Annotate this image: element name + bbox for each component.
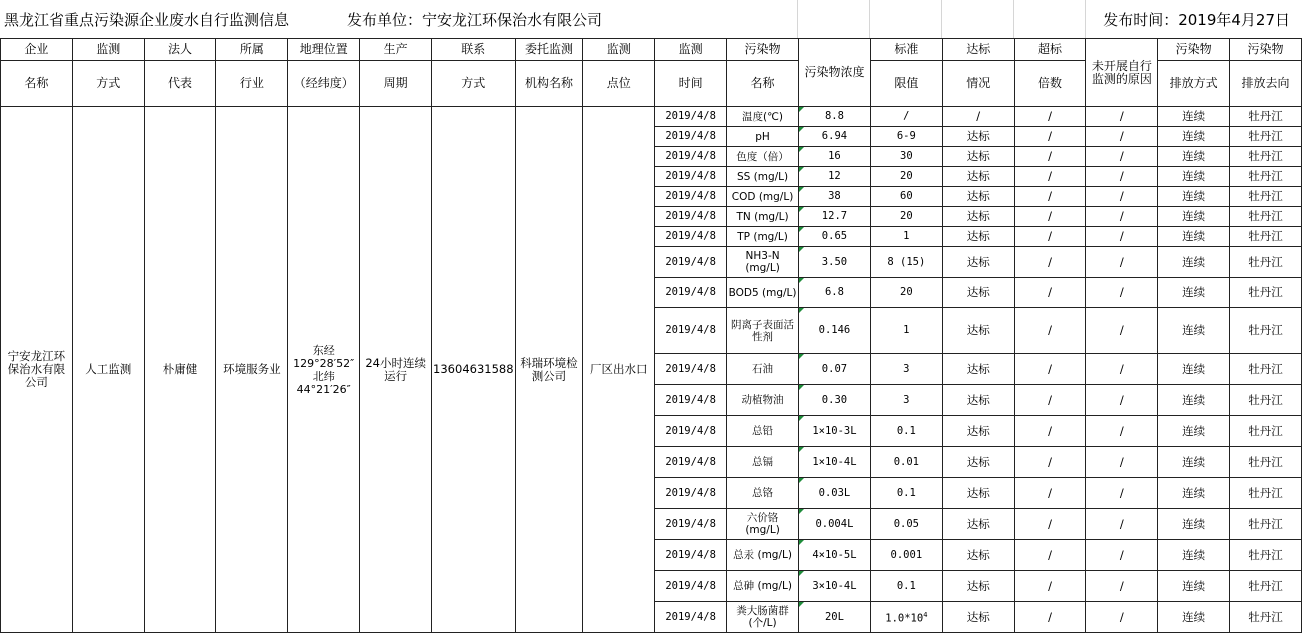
compliance-status: 达标 (942, 540, 1014, 571)
geo-location (288, 107, 360, 633)
pollutant-concentration: 20L (799, 602, 871, 633)
discharge-destination: 牡丹江 (1230, 127, 1302, 147)
header-cell: 情况 (942, 61, 1014, 107)
exceed-times: / (1014, 167, 1086, 187)
header-cell: 达标 (942, 39, 1014, 61)
compliance-status: 达标 (942, 571, 1014, 602)
standard-limit: 3 (870, 354, 942, 385)
header-cell: 生产 (360, 39, 432, 61)
header-concentration: 污染物浓度 (799, 39, 871, 107)
discharge-mode: 连续 (1158, 187, 1230, 207)
pollutant-name: 色度（倍） (727, 147, 799, 167)
standard-limit: 20 (870, 207, 942, 227)
header-reason: 未开展自行监测的原因 (1086, 39, 1158, 107)
legal-representative: 朴庸健 (144, 107, 216, 633)
company-name: 宁安龙江环保治水有限公司 (1, 107, 73, 633)
header-cell: 标准 (870, 39, 942, 61)
discharge-mode: 连续 (1158, 509, 1230, 540)
header-cell: 联系 (432, 39, 515, 61)
not-monitored-reason: / (1086, 416, 1158, 447)
pollutant-concentration: 0.65 (799, 227, 871, 247)
pollutant-name: 动植物油 (727, 385, 799, 416)
monitor-date: 2019/4/8 (655, 509, 727, 540)
not-monitored-reason: / (1086, 447, 1158, 478)
header-cell: 污染物 (727, 39, 799, 61)
monitor-date: 2019/4/8 (655, 447, 727, 478)
pollutant-name: 六价铬 (mg/L) (727, 509, 799, 540)
pollutant-concentration: 12 (799, 167, 871, 187)
standard-limit: 0.1 (870, 416, 942, 447)
table-row (1, 107, 1302, 127)
pollutant-concentration: 0.146 (799, 308, 871, 354)
exceed-times: / (1014, 127, 1086, 147)
exceed-times: / (1014, 227, 1086, 247)
compliance-status: 达标 (942, 187, 1014, 207)
header-cell: 点位 (583, 61, 655, 107)
pollutant-concentration: 3×10-4L (799, 571, 871, 602)
contact-phone: 13604631588 (432, 107, 515, 633)
pollutant-name: TP (mg/L) (727, 227, 799, 247)
discharge-destination: 牡丹江 (1230, 247, 1302, 278)
header-cell: 监测 (72, 39, 144, 61)
pollutant-concentration: 8.8 (799, 107, 871, 127)
discharge-mode: 连续 (1158, 278, 1230, 308)
monitor-date: 2019/4/8 (655, 247, 727, 278)
monitor-date: 2019/4/8 (655, 540, 727, 571)
standard-limit: 20 (870, 278, 942, 308)
exceed-times: / (1014, 308, 1086, 354)
monitor-date: 2019/4/8 (655, 308, 727, 354)
standard-limit: 60 (870, 187, 942, 207)
not-monitored-reason: / (1086, 187, 1158, 207)
exceed-times: / (1014, 207, 1086, 227)
pollutant-concentration: 0.03L (799, 478, 871, 509)
pollutant-concentration: 16 (799, 147, 871, 167)
pollutant-concentration: 6.94 (799, 127, 871, 147)
header-cell: 时间 (655, 61, 727, 107)
discharge-mode: 连续 (1158, 227, 1230, 247)
standard-limit: 20 (870, 167, 942, 187)
header-cell: 所属 (216, 39, 288, 61)
monitor-date: 2019/4/8 (655, 278, 727, 308)
exceed-times: / (1014, 247, 1086, 278)
discharge-mode: 连续 (1158, 540, 1230, 571)
not-monitored-reason: / (1086, 308, 1158, 354)
pollutant-name: 阴离子表面活性剂 (727, 308, 799, 354)
discharge-destination: 牡丹江 (1230, 385, 1302, 416)
pollutant-name: 温度(℃) (727, 107, 799, 127)
geo-line: 44°21′26″ (296, 382, 351, 396)
monitor-date: 2019/4/8 (655, 147, 727, 167)
discharge-destination: 牡丹江 (1230, 207, 1302, 227)
standard-limit: 3 (870, 385, 942, 416)
monitoring-table (0, 38, 1302, 633)
discharge-mode: 连续 (1158, 207, 1230, 227)
header-row-1 (1, 39, 1302, 61)
monitor-date: 2019/4/8 (655, 478, 727, 509)
header-cell: 方式 (432, 61, 515, 107)
compliance-status: 达标 (942, 602, 1014, 633)
standard-limit: 30 (870, 147, 942, 167)
pollutant-name: COD (mg/L) (727, 187, 799, 207)
exceed-times: / (1014, 354, 1086, 385)
header-cell: 代表 (144, 61, 216, 107)
not-monitored-reason: / (1086, 207, 1158, 227)
grid-line (869, 0, 870, 38)
discharge-destination: 牡丹江 (1230, 571, 1302, 602)
monitor-date: 2019/4/8 (655, 187, 727, 207)
discharge-destination: 牡丹江 (1230, 354, 1302, 385)
pollutant-concentration: 6.8 (799, 278, 871, 308)
monitor-date: 2019/4/8 (655, 207, 727, 227)
publisher: 发布单位：宁安龙江环保治水有限公司 (347, 11, 603, 29)
discharge-destination: 牡丹江 (1230, 416, 1302, 447)
pollutant-concentration: 3.50 (799, 247, 871, 278)
discharge-destination: 牡丹江 (1230, 540, 1302, 571)
pollutant-name: SS (mg/L) (727, 167, 799, 187)
pollutant-name: NH3-N (mg/L) (727, 247, 799, 278)
discharge-destination: 牡丹江 (1230, 447, 1302, 478)
not-monitored-reason: / (1086, 107, 1158, 127)
monitoring-agency: 科瑞环境检测公司 (515, 107, 583, 633)
header-cell: 限值 (870, 61, 942, 107)
compliance-status: 达标 (942, 447, 1014, 478)
pollutant-name: 总汞 (mg/L) (727, 540, 799, 571)
pollutant-name: pH (727, 127, 799, 147)
compliance-status: 达标 (942, 509, 1014, 540)
not-monitored-reason: / (1086, 227, 1158, 247)
not-monitored-reason: / (1086, 509, 1158, 540)
discharge-mode: 连续 (1158, 385, 1230, 416)
not-monitored-reason: / (1086, 602, 1158, 633)
discharge-destination: 牡丹江 (1230, 478, 1302, 509)
not-monitored-reason: / (1086, 478, 1158, 509)
exceed-times: / (1014, 571, 1086, 602)
discharge-destination: 牡丹江 (1230, 107, 1302, 127)
header-cell: 行业 (216, 61, 288, 107)
discharge-destination: 牡丹江 (1230, 509, 1302, 540)
production-cycle: 24小时连续运行 (360, 107, 432, 633)
pollutant-concentration: 0.07 (799, 354, 871, 385)
pollutant-concentration: 38 (799, 187, 871, 207)
title-row (0, 0, 1302, 39)
header-cell: 超标 (1014, 39, 1086, 61)
geo-line: 129°28′52″北纬 (293, 356, 355, 383)
publish-date: 发布时间：2019年4月27日 (1103, 11, 1290, 29)
header-cell: 周期 (360, 61, 432, 107)
standard-limit: / (870, 107, 942, 127)
exceed-times: / (1014, 278, 1086, 308)
discharge-mode: 连续 (1158, 602, 1230, 633)
standard-limit: 0.1 (870, 571, 942, 602)
geo-line: 东经 (312, 343, 335, 357)
compliance-status: 达标 (942, 385, 1014, 416)
monitoring-point: 厂区出水口 (583, 107, 655, 633)
exceed-times: / (1014, 416, 1086, 447)
monitor-date: 2019/4/8 (655, 385, 727, 416)
monitor-date: 2019/4/8 (655, 416, 727, 447)
discharge-mode: 连续 (1158, 107, 1230, 127)
pollutant-concentration: 12.7 (799, 207, 871, 227)
compliance-status: 达标 (942, 127, 1014, 147)
header-cell: 排放方式 (1158, 61, 1230, 107)
compliance-status: 达标 (942, 167, 1014, 187)
pollutant-concentration: 1×10-4L (799, 447, 871, 478)
monitor-date: 2019/4/8 (655, 571, 727, 602)
discharge-destination: 牡丹江 (1230, 278, 1302, 308)
header-cell: 排放去向 (1230, 61, 1302, 107)
sheet-title: 黑龙江省重点污染源企业废水自行监测信息 (4, 11, 290, 29)
discharge-mode: 连续 (1158, 147, 1230, 167)
discharge-mode: 连续 (1158, 308, 1230, 354)
monitor-date: 2019/4/8 (655, 127, 727, 147)
standard-limit: 8 (15) (870, 247, 942, 278)
compliance-status: / (942, 107, 1014, 127)
header-cell: 污染物 (1158, 39, 1230, 61)
exceed-times: / (1014, 478, 1086, 509)
pollutant-name: 总镉 (727, 447, 799, 478)
compliance-status: 达标 (942, 354, 1014, 385)
not-monitored-reason: / (1086, 147, 1158, 167)
not-monitored-reason: / (1086, 247, 1158, 278)
compliance-status: 达标 (942, 308, 1014, 354)
discharge-mode: 连续 (1158, 354, 1230, 385)
header-cell: 法人 (144, 39, 216, 61)
compliance-status: 达标 (942, 278, 1014, 308)
standard-limit: 0.001 (870, 540, 942, 571)
exceed-times: / (1014, 509, 1086, 540)
discharge-destination: 牡丹江 (1230, 167, 1302, 187)
standard-limit: 1 (870, 227, 942, 247)
monitor-date: 2019/4/8 (655, 602, 727, 633)
discharge-mode: 连续 (1158, 167, 1230, 187)
pollutant-name: BOD5 (mg/L) (727, 278, 799, 308)
exceed-times: / (1014, 385, 1086, 416)
discharge-mode: 连续 (1158, 571, 1230, 602)
header-cell: 机构名称 (515, 61, 583, 107)
discharge-mode: 连续 (1158, 447, 1230, 478)
discharge-destination: 牡丹江 (1230, 227, 1302, 247)
header-cell: 名称 (1, 61, 73, 107)
pollutant-concentration: 4×10-5L (799, 540, 871, 571)
exceed-times: / (1014, 540, 1086, 571)
discharge-destination: 牡丹江 (1230, 308, 1302, 354)
compliance-status: 达标 (942, 416, 1014, 447)
compliance-status: 达标 (942, 227, 1014, 247)
grid-line (1085, 0, 1086, 38)
header-cell: 监测 (655, 39, 727, 61)
not-monitored-reason: / (1086, 540, 1158, 571)
not-monitored-reason: / (1086, 127, 1158, 147)
exceed-times: / (1014, 107, 1086, 127)
discharge-mode: 连续 (1158, 416, 1230, 447)
compliance-status: 达标 (942, 478, 1014, 509)
not-monitored-reason: / (1086, 278, 1158, 308)
not-monitored-reason: / (1086, 385, 1158, 416)
exceed-times: / (1014, 447, 1086, 478)
header-cell: 地理位置 (288, 39, 360, 61)
grid-line (941, 0, 942, 38)
pollutant-concentration: 0.30 (799, 385, 871, 416)
compliance-status: 达标 (942, 247, 1014, 278)
pollutant-concentration: 1×10-3L (799, 416, 871, 447)
grid-line (1013, 0, 1014, 38)
monitor-date: 2019/4/8 (655, 107, 727, 127)
exceed-times: / (1014, 187, 1086, 207)
not-monitored-reason: / (1086, 167, 1158, 187)
header-cell: 委托监测 (515, 39, 583, 61)
pollutant-name: 粪大肠菌群 (个/L) (727, 602, 799, 633)
header-cell: 倍数 (1014, 61, 1086, 107)
compliance-status: 达标 (942, 207, 1014, 227)
discharge-destination: 牡丹江 (1230, 187, 1302, 207)
grid-line (797, 0, 798, 38)
limit-exponent: 4 (923, 610, 928, 619)
header-cell: 监测 (583, 39, 655, 61)
pollutant-name: TN (mg/L) (727, 207, 799, 227)
discharge-destination: 牡丹江 (1230, 147, 1302, 167)
exceed-times: / (1014, 147, 1086, 167)
pollutant-name: 总铅 (727, 416, 799, 447)
header-cell: 方式 (72, 61, 144, 107)
discharge-mode: 连续 (1158, 247, 1230, 278)
standard-limit: 0.01 (870, 447, 942, 478)
monitor-date: 2019/4/8 (655, 167, 727, 187)
header-cell: （经纬度） (288, 61, 360, 107)
discharge-mode: 连续 (1158, 127, 1230, 147)
header-cell: 企业 (1, 39, 73, 61)
monitor-date: 2019/4/8 (655, 227, 727, 247)
header-cell: 污染物 (1230, 39, 1302, 61)
standard-limit: 0.05 (870, 509, 942, 540)
compliance-status: 达标 (942, 147, 1014, 167)
pollutant-name: 石油 (727, 354, 799, 385)
monitor-date: 2019/4/8 (655, 354, 727, 385)
standard-limit: 1 (870, 308, 942, 354)
not-monitored-reason: / (1086, 354, 1158, 385)
not-monitored-reason: / (1086, 571, 1158, 602)
standard-limit: 6-9 (870, 127, 942, 147)
discharge-destination: 牡丹江 (1230, 602, 1302, 633)
monitoring-method: 人工监测 (72, 107, 144, 633)
industry: 环境服务业 (216, 107, 288, 633)
pollutant-concentration: 0.004L (799, 509, 871, 540)
header-cell: 名称 (727, 61, 799, 107)
exceed-times: / (1014, 602, 1086, 633)
standard-limit (870, 602, 942, 633)
standard-limit: 0.1 (870, 478, 942, 509)
pollutant-name: 总铬 (727, 478, 799, 509)
limit-base: 1.0*10 (885, 612, 924, 625)
pollutant-name: 总砷 (mg/L) (727, 571, 799, 602)
discharge-mode: 连续 (1158, 478, 1230, 509)
